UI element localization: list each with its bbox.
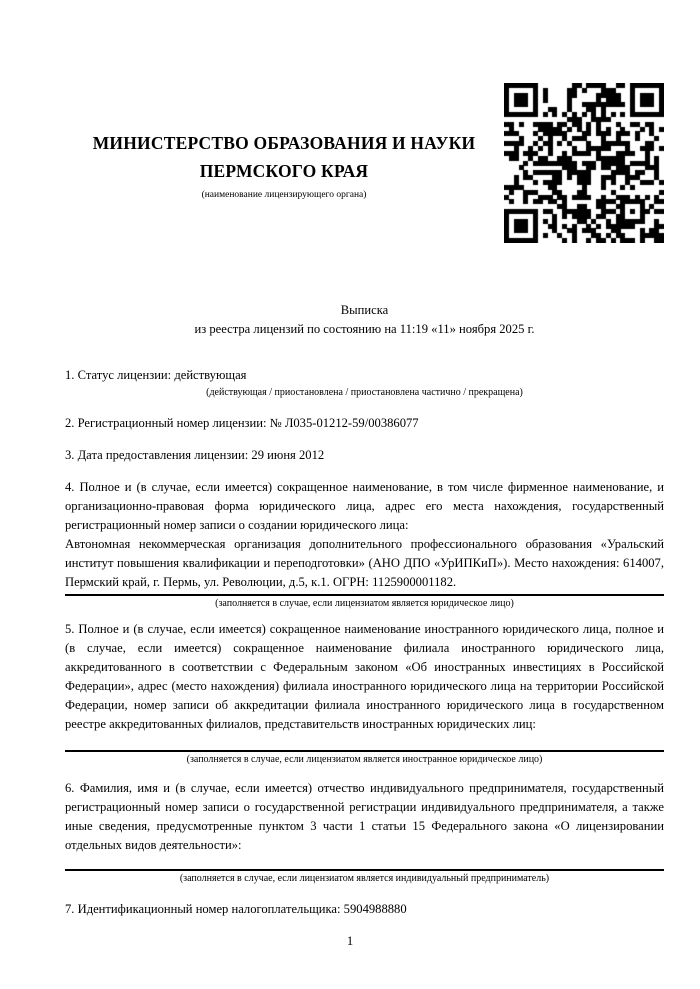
license-status-text: 1. Статус лицензии: действующая	[65, 368, 247, 382]
licensing-authority-caption: (наименование лицензирующего органа)	[201, 190, 367, 200]
license-status-options-caption: (действующая / приостановлена / приостановлена частично / прекращена)	[206, 387, 523, 398]
document-title-line2: из реестра лицензий по состоянию на 11:19 «11» ноября 2025 г.	[194, 322, 535, 336]
registration-number-text: 2. Регистрационный номер лицензии: № Л035-01212-59/00386077	[65, 416, 419, 430]
foreign-legal-entity-caption: (заполняется в случае, если лицензиатом является иностранное юридическое лицо)	[186, 754, 543, 765]
field-license-grant-date	[65, 446, 664, 465]
field-taxpayer-id	[65, 900, 664, 919]
ministry-name-line2: ПЕРМСКОГО КРАЯ	[199, 161, 369, 181]
field-license-status	[65, 366, 664, 400]
licensing-authority-block	[65, 83, 503, 202]
individual-entrepreneur-caption: (заполняется в случае, если лицензиатом является индивидуальный предприниматель)	[179, 873, 550, 884]
field-foreign-legal-entity	[65, 620, 664, 767]
foreign-legal-entity-blank-value	[65, 734, 664, 748]
qr-code-icon	[504, 83, 664, 243]
legal-entity-label: 4. Полное и (в случае, если имеется) сокращенное наименование, в том числе фирменное наименование, и организационно-правовая форма юридического лица, адрес его места нахождения, государственный регистрационный номер записи о создании юридического лица:	[65, 480, 664, 532]
field-individual-entrepreneur	[65, 779, 664, 886]
field-legal-entity	[65, 478, 664, 611]
page-number: 1	[346, 934, 354, 948]
legal-entity-value: Автономная некоммерческая организация дополнительного профессионального образования «Уральский институт повышения квалификации и переподготовки» (АНО ДПО «УрИПКиП»). Место нахождения: 614007, Пермский край, г. Пермь, ул. Революции, д.5, к.1. ОГРН: 1125900001182.	[65, 537, 664, 589]
individual-entrepreneur-blank-value	[65, 855, 664, 867]
foreign-legal-entity-label: 5. Полное и (в случае, если имеется) сокращенное наименование иностранного юридического лица, полное и (в случае, если имеется) сокращенное наименование филиала иностранного юридического лица, аккредитованного в соответствии с Федеральным законом «Об иностранных инвестициях в Российской Федерации», адрес (место нахождения) филиала иностранного юридического лица на территории Российской Федерации, номер записи об аккредитации филиала иностранного юридического лица в государственном реестре аккредитованных филиалов, представительств иностранных юридических лиц:	[65, 622, 664, 731]
document-title-line1: Выписка	[340, 303, 389, 317]
qr-code-canvas	[504, 83, 664, 243]
individual-entrepreneur-label: 6. Фамилия, имя и (в случае, если имеется) отчество индивидуального предпринимателя, государственный регистрационный номер записи о государственной регистрации индивидуального предпринимателя, а также иные сведения, предусмотренные пунктом 3 части 1 статьи 15 Федерального закона «О лицензировании отдельных видов деятельности»:	[65, 781, 664, 852]
ministry-name-line1: МИНИСТЕРСТВО ОБРАЗОВАНИЯ И НАУКИ	[92, 133, 476, 153]
taxpayer-id-text: 7. Идентификационный номер налогоплательщика: 5904988880	[65, 902, 407, 916]
legal-entity-caption: (заполняется в случае, если лицензиатом является юридическое лицо)	[215, 598, 514, 609]
document-title	[65, 301, 664, 339]
license-grant-date-text: 3. Дата предоставления лицензии: 29 июня 2012	[65, 448, 325, 462]
field-registration-number	[65, 414, 664, 433]
document-header	[65, 83, 664, 243]
